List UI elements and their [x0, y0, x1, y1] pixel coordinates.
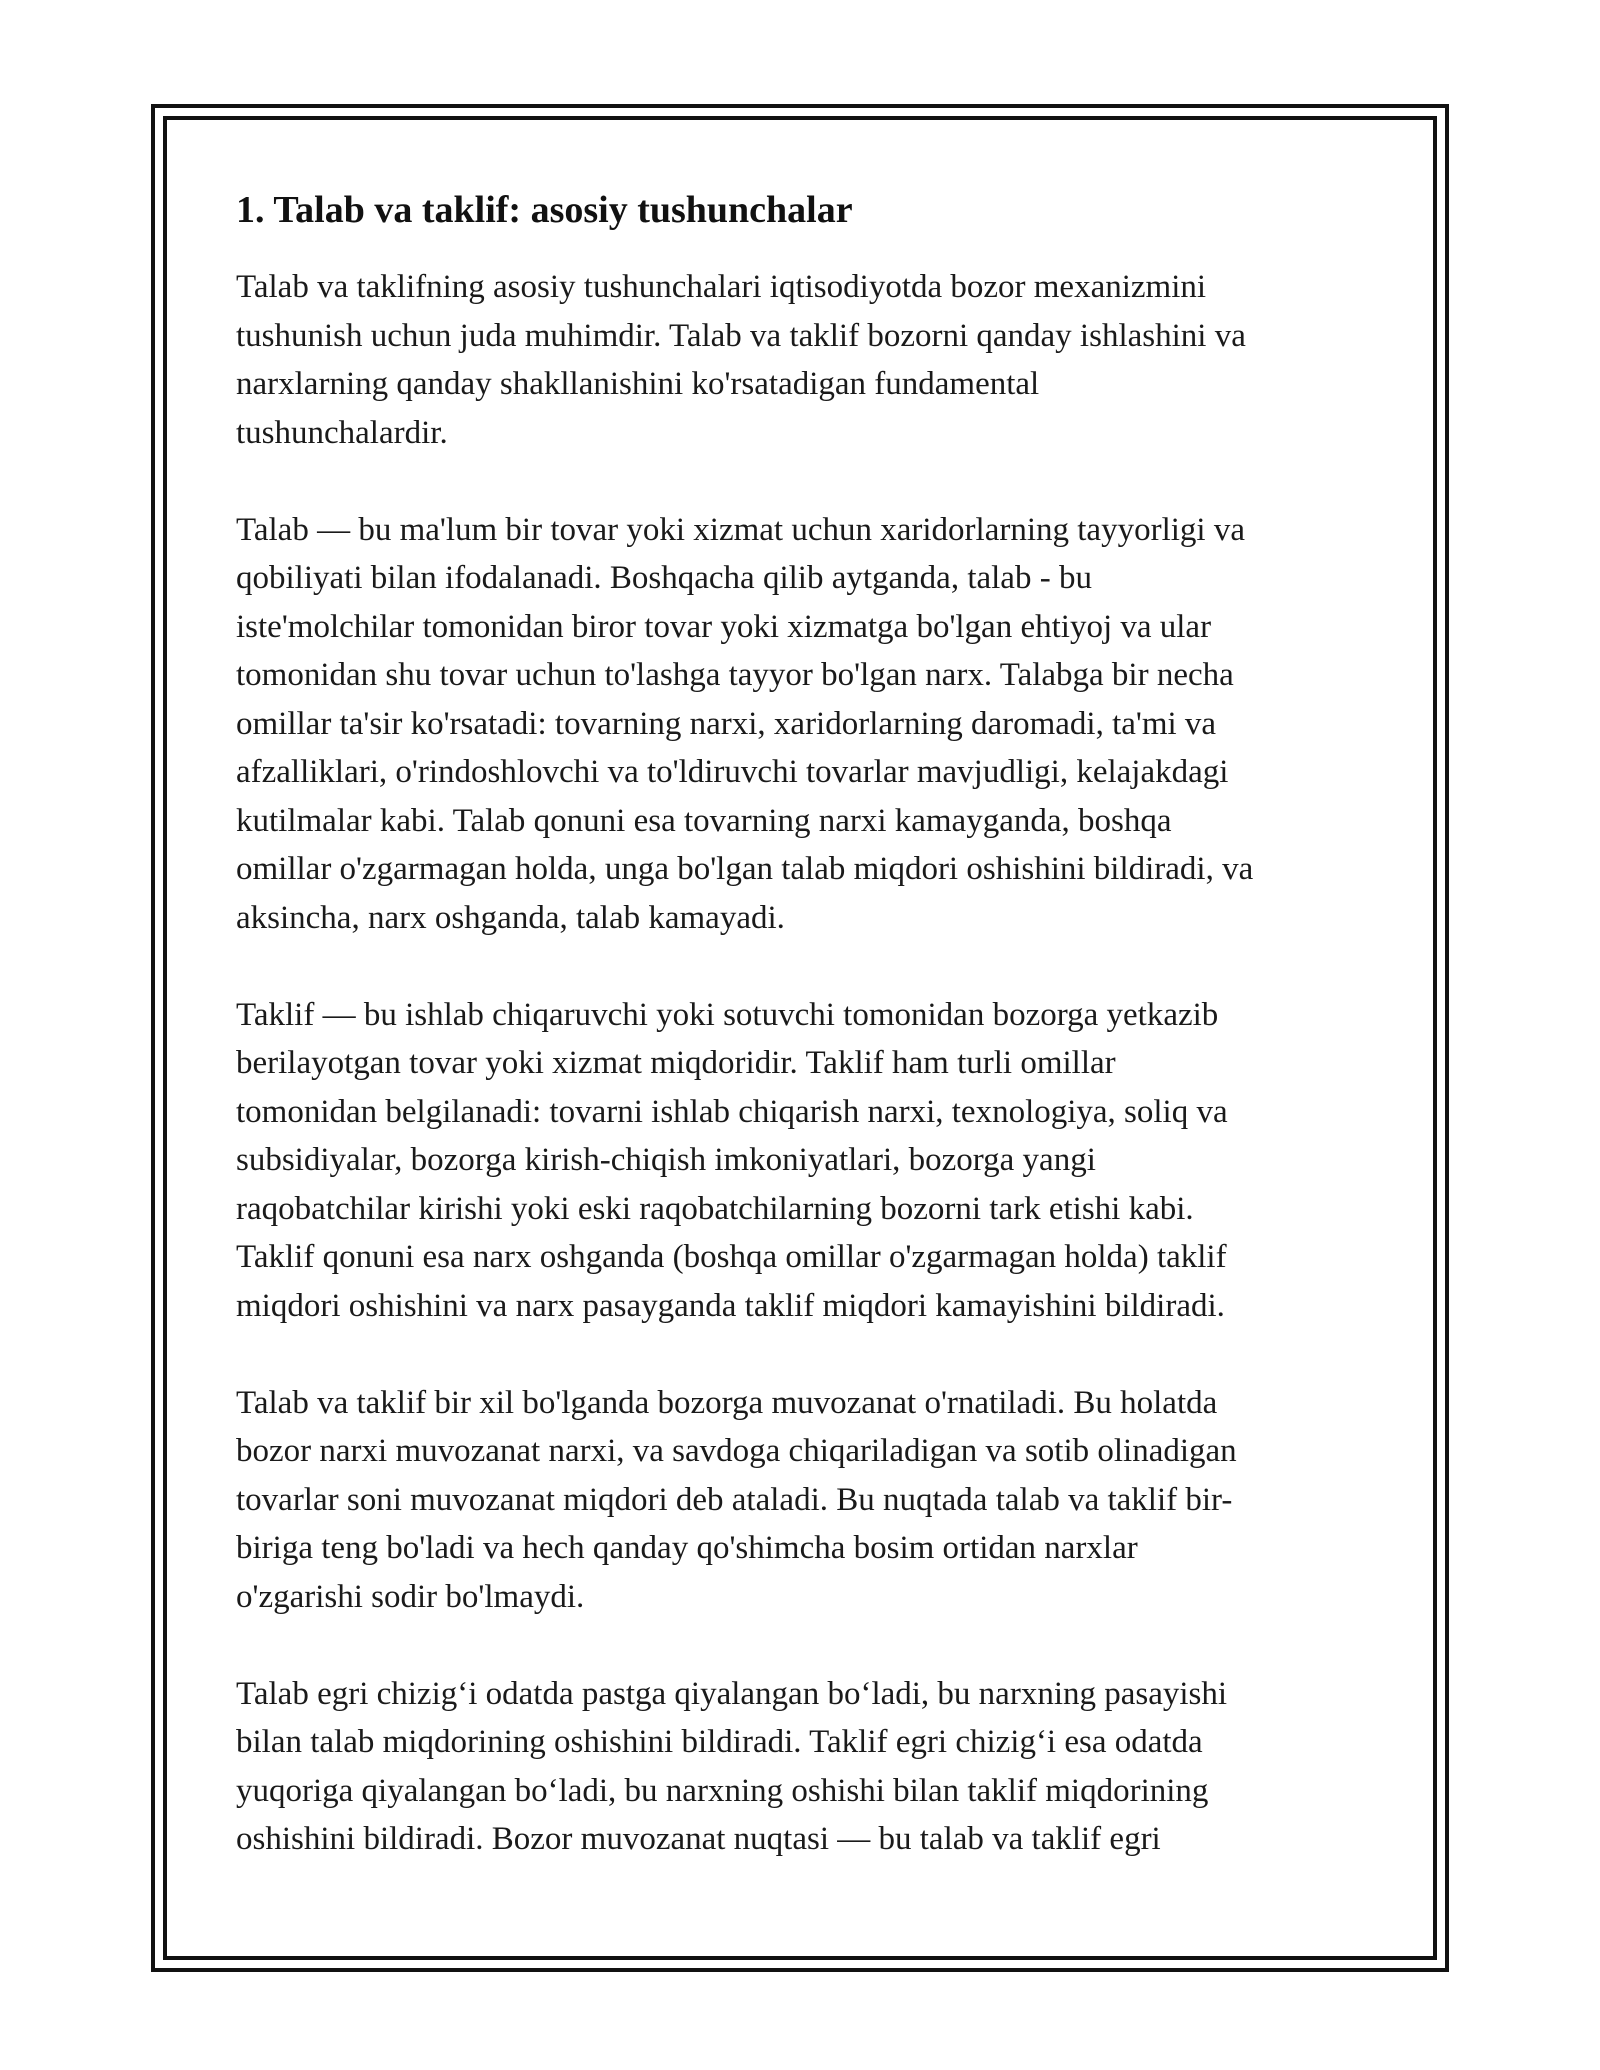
text-line: omillar o'zgarmagan holda, unga bo'lgan talab miqdori oshishini bildiradi, va	[236, 851, 1254, 887]
text-line: tushunchalardir.	[236, 414, 448, 451]
paragraph-supply	[236, 991, 1372, 1331]
text-line: iste'molchilar tomonidan biror tovar yoki xizmatga bo'lgan ehtiyoj va ular	[236, 608, 1212, 645]
text-line: qobiliyati bilan ifodalanadi. Boshqacha qilib aytganda, talab - bu	[236, 560, 1092, 596]
text-line: tomonidan shu tovar uchun to'lashga tayyor bo'lgan narx. Talabga bir necha	[236, 657, 1234, 693]
text-line: afzalliklari, o'rindoshlovchi va to'ldiruvchi tovarlar mavjudligi, kelajakdagi	[236, 754, 1229, 790]
text-line: subsidiyalar, bozorga kirish-chiqish imkoniyatlari, bozorga yangi	[236, 1142, 1096, 1178]
text-line: Taklif — bu ishlab chiqaruvchi yoki sotuvchi tomonidan bozorga yetkazib	[236, 996, 1219, 1033]
section-heading: 1. Talab va taklif: asosiy tushunchalar	[236, 189, 853, 231]
text-line: raqobatchilar kirishi yoki eski raqobatchilarning bozorni tark etishi kabi.	[236, 1190, 1194, 1227]
text-line: Talab va taklifning asosiy tushunchalari iqtisodiyotda bozor mexanizmini	[236, 269, 1207, 305]
text-line: oshishini bildiradi. Bozor muvozanat nuqtasi — bu talab va taklif egri	[236, 1821, 1161, 1857]
text-line: biriga teng bo'ladi va hech qanday qo'shimcha bosim ortidan narxlar	[236, 1530, 1138, 1566]
paragraph-curves	[236, 1670, 1372, 1864]
paragraph-intro	[236, 263, 1372, 457]
text-line: tovarlar soni muvozanat miqdori deb ataladi. Bu nuqtada talab va taklif bir-	[236, 1481, 1233, 1518]
paragraph-equilibrium	[236, 1379, 1372, 1622]
text-line: aksincha, narx oshganda, talab kamayadi.	[236, 899, 785, 936]
text-line: narxlarning qanday shakllanishini ko'rsatadigan fundamental	[236, 366, 1040, 402]
paragraph-demand	[236, 506, 1372, 943]
text-line: berilayotgan tovar yoki xizmat miqdoridir. Taklif ham turli omillar	[236, 1045, 1116, 1081]
text-line: Talab — bu ma'lum bir tovar yoki xizmat uchun xaridorlarning tayyorligi va	[236, 511, 1245, 548]
text-line: bozor narxi muvozanat narxi, va savdoga chiqariladigan va sotib olinadigan	[236, 1433, 1237, 1469]
text-line: tushunish uchun juda muhimdir. Talab va taklif bozorni qanday ishlashini va	[236, 317, 1246, 354]
text-line: yuqoriga qiyalangan bo‘ladi, bu narxning oshishi bilan taklif miqdorining	[236, 1772, 1209, 1809]
text-line: omillar ta'sir ko'rsatadi: tovarning narxi, xaridorlarning daromadi, ta'mi va	[236, 705, 1217, 742]
text-line: tomonidan belgilanadi: tovarni ishlab chiqarish narxi, texnologiya, soliq va	[236, 1093, 1228, 1130]
text-line: Talab va taklif bir xil bo'lganda bozorga muvozanat o'rnatiladi. Bu holatda	[236, 1384, 1218, 1421]
text-line: bilan talab miqdorining oshishini bildiradi. Taklif egri chizig‘i esa odatda	[236, 1724, 1203, 1760]
text-line: miqdori oshishini va narx pasayganda taklif miqdori kamayishini bildiradi.	[236, 1287, 1225, 1324]
text-line: Taklif qonuni esa narx oshganda (boshqa omillar o'zgarmagan holda) taklif	[236, 1239, 1227, 1275]
text-line: kutilmalar kabi. Talab qonuni esa tovarning narxi kamayganda, boshqa	[236, 802, 1172, 839]
text-line: o'zgarishi sodir bo'lmaydi.	[236, 1578, 585, 1615]
text-line: Talab egri chizig‘i odatda pastga qiyalangan bo‘ladi, bu narxning pasayishi	[236, 1675, 1228, 1712]
document-body	[236, 186, 1372, 1912]
